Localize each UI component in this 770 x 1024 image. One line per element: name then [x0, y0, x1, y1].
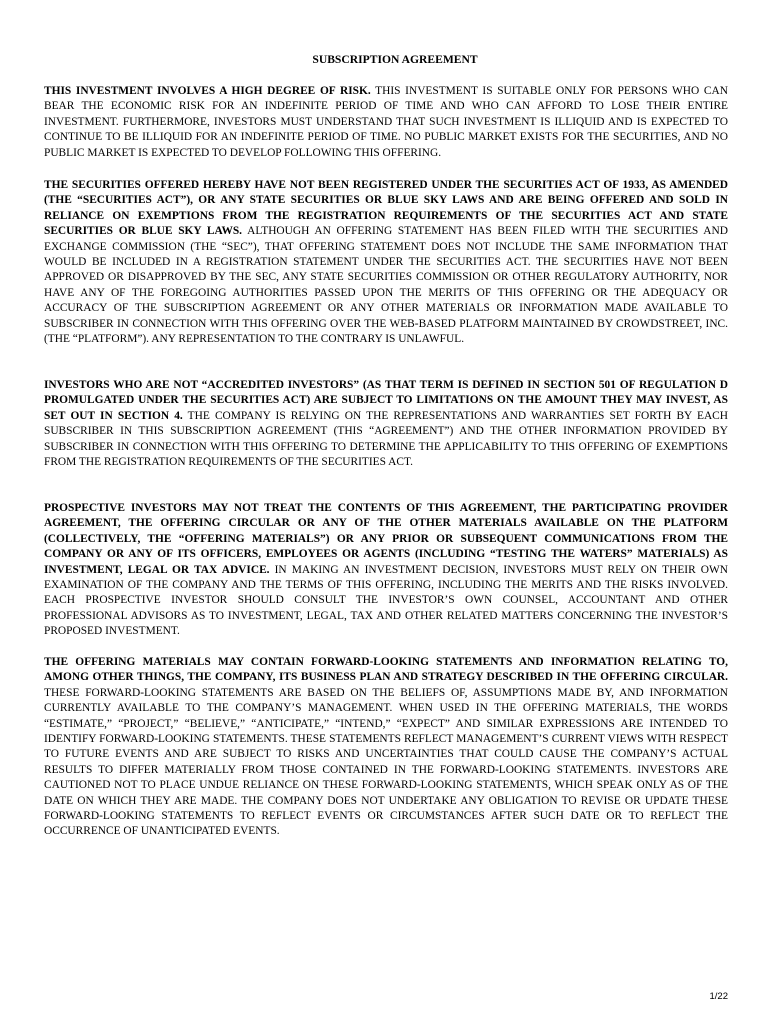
forward-looking-paragraph — [44, 655, 728, 840]
paragraph-bold-lead: PROSPECTIVE INVESTORS MAY NOT TREAT THE CONTENTS OF THIS AGREEMENT, THE PARTICIPATING PROVIDER AGREEMENT, THE OFFERING CIRCULAR OR ANY OF THE OTHER MATERIALS AVAILABLE ON THE PLATFORM (COLLECTIVELY, THE “OFFERING MATERIALS”) OR ANY PRIOR OR SUBSEQUENT COMMUNICATIONS FROM THE COMPANY OR ANY OF ITS OFFICERS, EMPLOYEES OR AGENTS (INCLUDING “TESTING THE WATERS” MATERIALS) AS INVESTMENT, LEGAL OR TAX ADVICE. — [44, 502, 728, 576]
paragraph-bold-lead: THIS INVESTMENT INVOLVES A HIGH DEGREE OF RISK. — [44, 85, 371, 97]
paragraph-bold-lead: THE SECURITIES OFFERED HEREBY HAVE NOT BEEN REGISTERED UNDER THE SECURITIES ACT OF 1933, AS AMENDED (THE “SECURITIES ACT”), OR ANY STATE SECURITIES OR BLUE SKY LAWS AND ARE BEING OFFERED AND SOLD IN RELIANCE ON EXEMPTIONS FROM THE REGISTRATION REQUIREMENTS OF THE SECURITIES ACT AND STATE SECURITIES OR BLUE SKY LAWS. — [44, 179, 728, 238]
registration-paragraph — [44, 178, 728, 347]
paragraph-body: THE COMPANY IS RELYING ON THE REPRESENTATIONS AND WARRANTIES SET FORTH BY EACH SUBSCRIBER IN THIS SUBSCRIPTION AGREEMENT (THIS “AGREEMENT”) AND THE OTHER INFORMATION PROVIDED BY SUBSCRIBER IN CONNECTION WITH THIS OFFERING TO DETERMINE THE APPLICABILITY TO THIS OFFERING OF EXEMPTIONS FROM THE REGISTRATION REQUIREMENTS OF THE SECURITIES ACT. — [44, 409, 728, 469]
paragraph-body: IN MAKING AN INVESTMENT DECISION, INVESTORS MUST RELY ON THEIR OWN EXAMINATION OF THE COMPANY AND THE TERMS OF THIS OFFERING, INCLUDING THE MERITS AND THE RISKS INVOLVED. EACH PROSPECTIVE INVESTOR SHOULD CONSULT THE INVESTOR’S OWN COUNSEL, ACCOUNTANT AND OTHER PROFESSIONAL ADVISORS AS TO INVESTMENT, LEGAL, TAX AND OTHER RELATED MATTERS CONCERNING THE INVESTOR’S PROPOSED INVESTMENT. — [44, 563, 728, 638]
document-title: SUBSCRIPTION AGREEMENT — [312, 53, 478, 66]
page-number: 1/22 — [709, 991, 728, 1002]
paragraph-body: THIS INVESTMENT IS SUITABLE ONLY FOR PERSONS WHO CAN BEAR THE ECONOMIC RISK FOR AN INDEFINITE PERIOD OF TIME AND WHO CAN AFFORD TO LOSE THEIR ENTIRE INVESTMENT. FURTHERMORE, INVESTORS MUST UNDERSTAND THAT SUCH INVESTMENT IS ILLIQUID AND IS EXPECTED TO CONTINUE TO BE ILLIQUID FOR AN INDEFINITE PERIOD OF TIME. NO PUBLIC MARKET EXISTS FOR THE SECURITIES, AND NO PUBLIC MARKET IS EXPECTED TO DEVELOP FOLLOWING THIS OFFERING. — [44, 85, 728, 159]
accredited-investors-paragraph — [44, 378, 728, 470]
paragraph-body: ALTHOUGH AN OFFERING STATEMENT HAS BEEN FILED WITH THE SECURITIES AND EXCHANGE COMMISSION (THE “SEC”), THAT OFFERING STATEMENT DOES NOT INCLUDE THE SAME INFORMATION THAT WOULD BE INCLUDED IN A REGISTRATION STATEMENT UNDER THE SECURITIES ACT. THE SECURITIES HAVE NOT BEEN APPROVED OR DISAPPROVED BY THE SEC, ANY STATE SECURITIES COMMISSION OR OTHER REGULATORY AUTHORITY, NOR HAVE ANY OF THE FOREGOING AUTHORITIES PASSED UPON THE MERITS OF THIS OFFERING OR THE ADEQUACY OR ACCURACY OF THE SUBSCRIPTION AGREEMENT OR ANY OTHER MATERIALS OR INFORMATION MADE AVAILABLE TO SUBSCRIBER IN CONNECTION WITH THIS OFFERING OVER THE WEB-BASED PLATFORM MAINTAINED BY CROWDSTREET, INC. (THE “PLATFORM”). ANY REPRESENTATION TO THE CONTRARY IS UNLAWFUL. — [44, 225, 728, 346]
paragraph-bold-lead: INVESTORS WHO ARE NOT “ACCREDITED INVESTORS” (AS THAT TERM IS DEFINED IN SECTION 501 OF REGULATION D PROMULGATED UNDER THE SECURITIES ACT) ARE SUBJECT TO LIMITATIONS ON THE AMOUNT THEY MAY INVEST, AS SET OUT IN SECTION 4. — [44, 379, 728, 422]
paragraph-bold-lead: THE OFFERING MATERIALS MAY CONTAIN FORWARD-LOOKING STATEMENTS AND INFORMATION RELATING TO, AMONG OTHER THINGS, THE COMPANY, ITS BUSINESS PLAN AND STRATEGY DESCRIBED IN THE OFFERING CIRCULAR. — [44, 656, 728, 684]
advice-disclaimer-paragraph — [44, 501, 728, 640]
risk-paragraph — [44, 84, 728, 161]
paragraph-body: THESE FORWARD-LOOKING STATEMENTS ARE BASED ON THE BELIEFS OF, ASSUMPTIONS MADE BY, AND INFORMATION CURRENTLY AVAILABLE TO THE COMPANY’S MANAGEMENT. WHEN USED IN THE OFFERING MATERIALS, THE WORDS “ESTIMATE,” “PROJECT,” “BELIEVE,” “ANTICIPATE,” “INTEND,” “EXPECT” AND SIMILAR EXPRESSIONS ARE INTENDED TO IDENTIFY FORWARD-LOOKING STATEMENTS. THESE STATEMENTS REFLECT MANAGEMENT’S CURRENT VIEWS WITH RESPECT TO FUTURE EVENTS AND ARE SUBJECT TO RISKS AND UNCERTAINTIES THAT COULD CAUSE THE COMPANY’S ACTUAL RESULTS TO DIFFER MATERIALLY FROM THOSE CONTAINED IN THE FORWARD-LOOKING STATEMENTS. INVESTORS ARE CAUTIONED NOT TO PLACE UNDUE RELIANCE ON THESE FORWARD-LOOKING STATEMENTS, WHICH SPEAK ONLY AS OF THE DATE ON WHICH THEY ARE MADE. THE COMPANY DOES NOT UNDERTAKE ANY OBLIGATION TO REVISE OR UPDATE THESE FORWARD-LOOKING STATEMENTS TO REFLECT EVENTS OR CIRCUMSTANCES AFTER SUCH DATE OR TO REFLECT THE OCCURRENCE OF UNANTICIPATED EVENTS. — [44, 686, 728, 838]
